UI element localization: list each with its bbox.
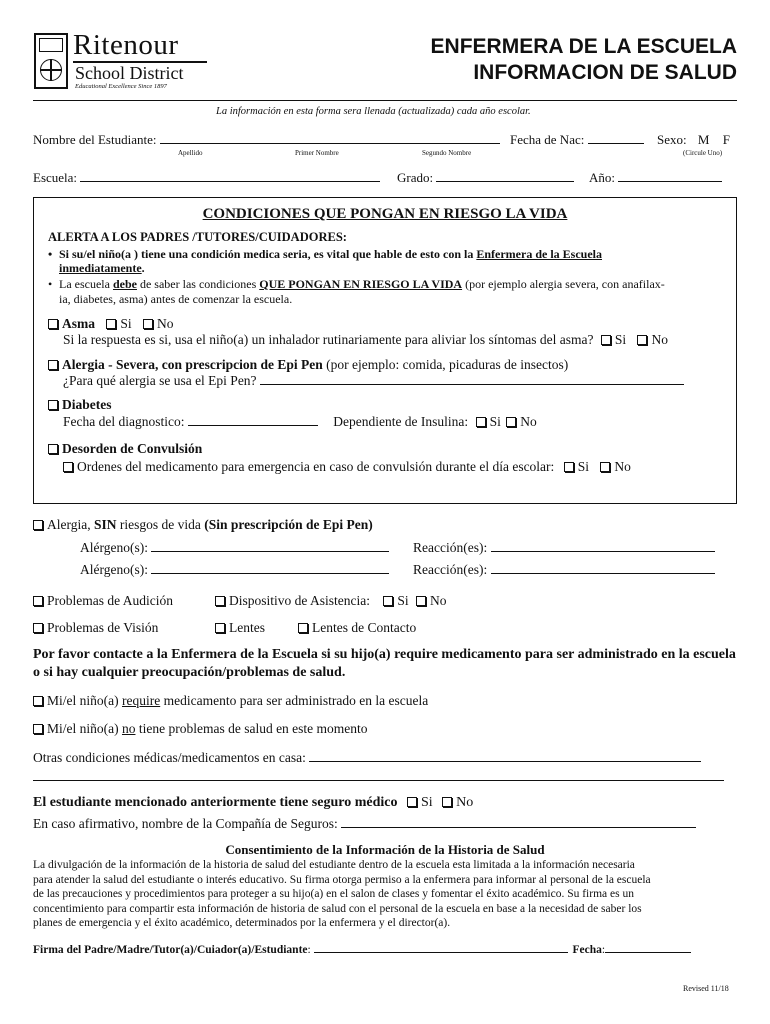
nonrisk-allergy-label-c: riesgos de vida <box>119 517 201 532</box>
allergen-row-1 <box>80 540 389 556</box>
allergen-field-1[interactable] <box>151 540 389 552</box>
inhaler-question-row <box>63 332 668 348</box>
contacts-checkbox[interactable] <box>298 623 308 633</box>
seizure-row <box>48 441 202 457</box>
parent-alert-heading: ALERTA A LOS PADRES /TUTORES/CUIDADORES: <box>48 230 347 244</box>
student-name-label: Nombre del Estudiante: <box>33 132 157 147</box>
primer-nombre-caption: Primer Nombre <box>295 149 339 157</box>
hearing-row <box>33 593 173 609</box>
sex-row <box>657 132 730 148</box>
logo-emblem <box>34 33 68 89</box>
logo-tagline: Educational Excellence Since 1897 <box>75 83 167 90</box>
needs-medication-row <box>33 693 428 709</box>
assist-device-no-checkbox[interactable] <box>416 596 426 606</box>
insurance-company-row <box>33 816 696 832</box>
sex-m-option[interactable]: M <box>697 132 710 147</box>
hearing-checkbox[interactable] <box>33 596 43 606</box>
logo-name: Ritenour <box>73 29 179 61</box>
assist-device-no-label: No <box>430 593 447 608</box>
severe-allergy-row <box>48 357 568 373</box>
yearly-notice: La información en esta forma sera llenada (actualizada) cada año escolar. <box>216 106 531 117</box>
assist-device-yes-label: Si <box>397 593 409 608</box>
consent-line-1: La divulgación de la información de la historia de salud del estudiante dentro de la escuela esta limitada a la información necesaria <box>33 859 635 871</box>
insurance-yes-label: Si <box>420 795 433 810</box>
assist-device-yes-checkbox[interactable] <box>383 596 393 606</box>
seizure-orders-yes-checkbox[interactable] <box>564 462 574 472</box>
insurance-no-checkbox[interactable] <box>442 797 452 807</box>
diagnosis-date-field[interactable] <box>188 414 318 426</box>
consent-line-3: de las precauciones y procedimientos para proteger a su hijo(a) en el salon de clases y fomentar el éxito académico. Su firma es un <box>33 888 634 901</box>
insulin-yes-label: Si <box>489 414 501 429</box>
glasses-label: Lentes <box>229 620 265 635</box>
insurance-label: El estudiante mencionado anteriormente tiene seguro médico <box>33 795 398 810</box>
epipen-question-row <box>63 373 684 389</box>
insurance-company-label: En caso afirmativo, nombre de la Compañía de Seguros: <box>33 816 338 831</box>
header-rule <box>33 100 737 101</box>
diabetes-checkbox[interactable] <box>48 400 58 410</box>
dob-label: Fecha de Nac: <box>510 132 585 147</box>
reaction-field-1[interactable] <box>491 540 715 552</box>
student-name-field[interactable] <box>160 132 500 144</box>
insurance-company-field[interactable] <box>341 816 696 828</box>
hearing-label: Problemas de Audición <box>47 593 173 608</box>
segundo-nombre-caption: Segundo Nombre <box>422 149 472 157</box>
insulin-no-label: No <box>520 414 537 429</box>
alert-bullet-2-text-c: de saber las condiciones <box>139 277 257 291</box>
seizure-orders-no-checkbox[interactable] <box>600 462 610 472</box>
allergen-label-2: Alérgeno(s): <box>80 562 148 577</box>
sex-f-option[interactable]: F <box>722 132 730 147</box>
sex-label: Sexo: <box>657 132 687 147</box>
alert-bullet-2 <box>59 277 665 292</box>
immediately-emphasis: inmediatamente <box>59 261 142 275</box>
contact-nurse-notice: Por favor contacte a la Enfermera de la Escuela si su hijo(a) require medicamento para ser administrado en la escuela o si hay cualquier preocupación/problemas de salud. <box>33 647 736 680</box>
reaction-label-1: Reacción(es): <box>413 540 488 555</box>
asthma-checkbox[interactable] <box>48 319 58 329</box>
nonrisk-allergy-label-b: SIN <box>94 517 117 532</box>
diabetes-label: Diabetes <box>62 397 112 412</box>
asthma-row <box>48 316 174 332</box>
apellido-caption: Apellido <box>178 149 203 157</box>
form-title-line2: INFORMACION DE SALUD <box>473 61 737 84</box>
dob-field[interactable] <box>588 132 644 144</box>
reaction-field-2[interactable] <box>491 562 715 574</box>
alert-bullet-1 <box>59 247 602 262</box>
allergen-label-1: Alérgeno(s): <box>80 540 148 555</box>
signature-date-label: Fecha <box>572 944 602 956</box>
must-emphasis: debe <box>112 277 137 291</box>
needs-medication-text-c: medicamento para ser administrado en la escuela <box>163 693 429 708</box>
grade-label: Grado: <box>397 170 434 185</box>
asthma-yes-checkbox[interactable] <box>106 319 116 329</box>
vision-checkbox[interactable] <box>33 623 43 633</box>
grade-row <box>397 170 574 186</box>
insurance-yes-checkbox[interactable] <box>407 797 417 807</box>
revised-date: Revised 11/18 <box>683 984 729 993</box>
contacts-label: Lentes de Contacto <box>312 620 417 635</box>
signature-field[interactable] <box>314 941 568 953</box>
alert-bullet-2-cont: ia, diabetes, asma) antes de comenzar la escuela. <box>59 292 293 306</box>
no-problems-row <box>33 721 368 737</box>
inhaler-question: Si la respuesta es si, usa el niño(a) un inhalador rutinariamente para aliviar los síntomas del asma? <box>63 332 594 347</box>
asthma-yes-label: Si <box>120 316 132 331</box>
reaction-row-2 <box>413 562 715 578</box>
no-problems-emphasis: no <box>121 721 136 736</box>
asthma-label: Asma <box>62 316 95 331</box>
school-nurse-emphasis: Enfermera de la Escuela <box>476 247 603 261</box>
other-conditions-field-2[interactable] <box>33 780 724 781</box>
dob-row <box>510 132 644 148</box>
seizure-orders-checkbox[interactable] <box>63 462 73 472</box>
diagnosis-row <box>63 414 537 430</box>
other-conditions-field[interactable] <box>309 750 701 762</box>
form-title-line1: ENFERMERA DE LA ESCUELA <box>430 35 737 58</box>
no-problems-text-a: Mi/el niño(a) <box>47 721 119 736</box>
severe-allergy-label: Alergia - Severa, con prescripcion de Epi Pen <box>62 357 323 372</box>
assist-device-label: Dispositivo de Asistencia: <box>229 593 370 608</box>
seizure-orders-yes-label: Si <box>577 459 589 474</box>
diabetes-row <box>48 397 112 413</box>
alert-bullet-2-text-a: La escuela <box>59 277 110 291</box>
insulin-yes-checkbox[interactable] <box>476 417 486 427</box>
life-threatening-emphasis: QUE PONGAN EN RIESGO LA VIDA <box>259 277 463 291</box>
glasses-checkbox[interactable] <box>215 623 225 633</box>
diagnosis-date-label: Fecha del diagnostico: <box>63 414 185 429</box>
nonrisk-allergy-label-a: Alergia, <box>47 517 91 532</box>
consent-title: Consentimiento de la Información de la Historia de Salud <box>225 842 545 857</box>
inhaler-yes-checkbox[interactable] <box>601 335 611 345</box>
consent-paragraph <box>33 858 651 931</box>
consent-line-5: planes de emergencia y el éxito académico, determinados por la enfermera y el director(a). <box>33 917 451 930</box>
assist-device-row <box>215 593 447 609</box>
alert-bullet-1-period: . <box>141 261 145 275</box>
inhaler-no-checkbox[interactable] <box>637 335 647 345</box>
risk-section-title: CONDICIONES QUE PONGAN EN RIESGO LA VIDA <box>202 206 568 222</box>
allergen-row-2 <box>80 562 389 578</box>
signature-label: Firma del Padre/Madre/Tutor(a)/Cuiador(a)/Estudiante <box>33 944 308 956</box>
asthma-no-label: No <box>157 316 174 331</box>
other-conditions-label: Otras condiciones médicas/medicamentos en casa: <box>33 750 306 765</box>
year-row <box>589 170 722 186</box>
inhaler-yes-label: Si <box>614 332 627 347</box>
seizure-orders-no-label: No <box>614 459 631 474</box>
needs-medication-emphasis: require <box>121 693 161 708</box>
school-field[interactable] <box>80 170 380 182</box>
consent-line-4: concentimiento para compartir esta información de historia de salud con el personal de la escuela en base a la necesidad de saber los <box>33 902 642 915</box>
signature-row: Firma del Padre/Madre/Tutor(a)/Cuiador(a)/Estudiante: Fecha: <box>33 941 691 956</box>
inhaler-no-label: No <box>651 332 668 347</box>
severe-allergy-example: (por ejemplo: comida, picaduras de insectos) <box>326 357 569 372</box>
alert-bullet-2-text-e: (por ejemplo alergia severa, con anafilax- <box>465 277 665 291</box>
year-field[interactable] <box>618 170 722 182</box>
reaction-row-1 <box>413 540 715 556</box>
reaction-label-2: Reacción(es): <box>413 562 488 577</box>
nonrisk-allergy-checkbox[interactable] <box>33 520 43 530</box>
seizure-orders-row <box>63 459 631 475</box>
vision-row <box>33 620 158 636</box>
school-row <box>33 170 380 186</box>
school-label: Escuela: <box>33 170 78 185</box>
alert-bullet-1-text: Si su/el niño(a ) tiene una condición medica seria, es vital que hable de esto con la <box>59 247 474 261</box>
seizure-checkbox[interactable] <box>48 444 58 454</box>
nonrisk-allergy-label-d: (Sin prescripción de Epi Pen) <box>204 517 373 532</box>
asthma-no-checkbox[interactable] <box>143 319 153 329</box>
needs-medication-checkbox[interactable] <box>33 696 43 706</box>
insulin-no-checkbox[interactable] <box>506 417 516 427</box>
no-problems-text-c: tiene problemas de salud en este momento <box>138 721 368 736</box>
epipen-question: ¿Para qué alergia se usa el Epi Pen? <box>63 373 257 388</box>
needs-medication-text-a: Mi/el niño(a) <box>47 693 119 708</box>
seizure-orders-text: Ordenes del medicamento para emergencia en caso de convulsión durante el día escolar: <box>77 459 555 474</box>
year-label: Año: <box>589 170 615 185</box>
allergen-field-2[interactable] <box>151 562 389 574</box>
insurance-no-label: No <box>456 795 474 810</box>
glasses-row <box>215 620 265 636</box>
assist-device-checkbox[interactable] <box>215 596 225 606</box>
logo-sub: School District <box>75 63 184 83</box>
no-problems-checkbox[interactable] <box>33 724 43 734</box>
alert-bullet-1-cont <box>59 261 145 276</box>
seizure-label: Desorden de Convulsión <box>62 441 203 456</box>
vision-label: Problemas de Visión <box>47 620 159 635</box>
other-conditions-row <box>33 750 701 766</box>
student-name-row <box>33 132 500 148</box>
grade-field[interactable] <box>436 170 574 182</box>
contacts-row <box>298 620 416 636</box>
epipen-allergy-field[interactable] <box>260 373 684 385</box>
circle-one-caption: (Circule Uno) <box>683 149 723 157</box>
nonrisk-allergy-row <box>33 517 373 533</box>
severe-allergy-checkbox[interactable] <box>48 360 58 370</box>
insurance-row <box>33 795 473 811</box>
signature-date-field[interactable] <box>605 941 691 953</box>
insulin-label: Dependiente de Insulina: <box>333 414 469 429</box>
consent-line-2: para atender la salud del estudiante o interés educativo. Su firma otorga permiso a la enfermera para informar al personal de la escuela <box>33 873 651 886</box>
